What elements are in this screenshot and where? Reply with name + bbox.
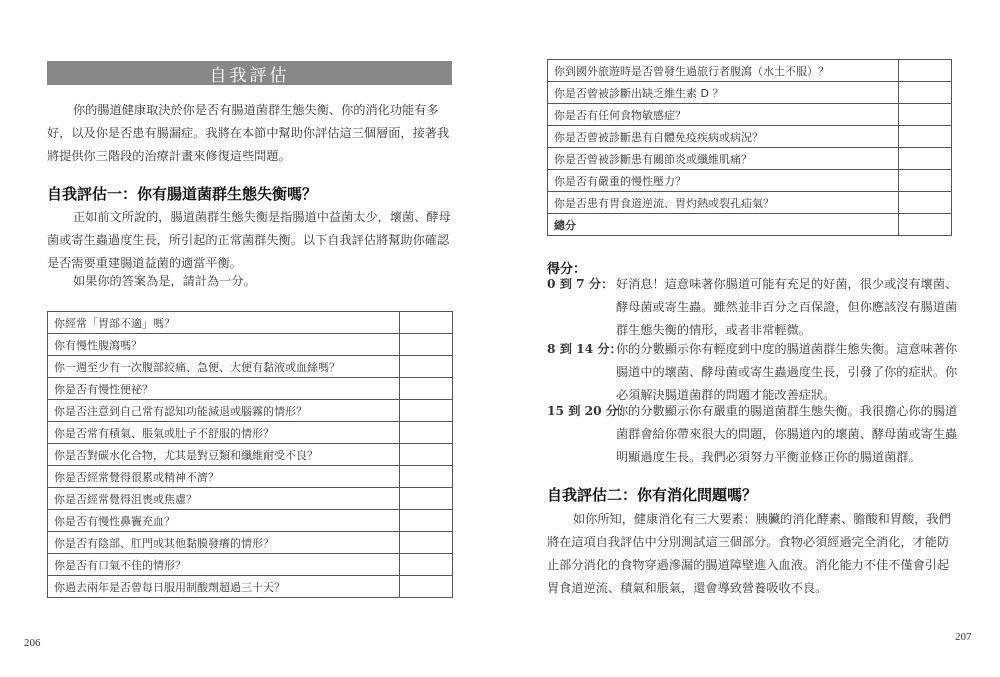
answer-box[interactable] bbox=[400, 334, 453, 356]
section1-paragraph: 正如前文所說的，腸道菌群生態失衡是指腸道中益菌太少，壞菌、酵母菌或寄生蟲過度生長，所引起的正常菌群失衡。以下自我評估將幫助你確認是否需要重建腸道益菌的適當平衡。 bbox=[47, 210, 451, 270]
answer-box[interactable] bbox=[400, 532, 453, 554]
question-row bbox=[48, 532, 453, 554]
page-number-right: 207 bbox=[955, 631, 972, 643]
score-row bbox=[547, 400, 962, 470]
question-text: 你是否曾被診斷出缺乏維生素 D ？ bbox=[548, 82, 899, 104]
answer-box[interactable] bbox=[400, 466, 453, 488]
total-row bbox=[548, 214, 952, 236]
score-range: 0 到 7 分： bbox=[547, 277, 614, 291]
answer-box[interactable] bbox=[400, 356, 453, 378]
answer-box[interactable] bbox=[899, 82, 952, 104]
question-row bbox=[548, 82, 952, 104]
questionnaire-table-right bbox=[547, 59, 952, 236]
question-row bbox=[548, 126, 952, 148]
answer-box[interactable] bbox=[899, 148, 952, 170]
intro-paragraph: 你的腸道健康取決於你是否有腸道菌群生態失衡、你的消化功能有多好，以及你是否患有腸漏症。我將在本節中幫助你評估這三個層面，接著我將提供你三階段的治療計畫來修復這些問題。 bbox=[47, 103, 450, 163]
answer-box[interactable] bbox=[400, 444, 453, 466]
answer-box[interactable] bbox=[400, 312, 453, 334]
question-text: 你是否有嚴重的慢性壓力？ bbox=[548, 170, 899, 192]
question-text: 你過去兩年是否曾每日服用制酸劑超過三十天？ bbox=[48, 576, 400, 598]
score-range: 15 到 20 分： bbox=[547, 404, 631, 418]
question-row bbox=[548, 104, 952, 126]
question-row bbox=[48, 378, 453, 400]
score-range: 8 到 14 分： bbox=[547, 342, 622, 356]
answer-box[interactable] bbox=[400, 488, 453, 510]
total-label: 總分 bbox=[548, 214, 899, 236]
question-row bbox=[48, 422, 453, 444]
question-row bbox=[48, 510, 453, 532]
question-row bbox=[48, 466, 453, 488]
question-row bbox=[48, 576, 453, 598]
answer-box[interactable] bbox=[899, 104, 952, 126]
question-text: 你有慢性腹瀉嗎？ bbox=[48, 334, 400, 356]
question-text: 你是否常有積氣、脹氣或肚子不舒服的情形？ bbox=[48, 422, 400, 444]
question-text: 你到國外旅遊時是否曾發生過旅行者腹瀉（水土不服）？ bbox=[548, 60, 899, 82]
question-row bbox=[48, 554, 453, 576]
answer-box[interactable] bbox=[400, 576, 453, 598]
score-description: 你的分數顯示你有嚴重的腸道菌群生態失衡。我很擔心你的腸道菌群會給你帶來很大的問題，你腸道內的壞菌、酵母菌或寄生蟲明顯過度生長。我們必須努力平衡並修正你的腸道菌群。 bbox=[616, 404, 958, 464]
question-row bbox=[548, 170, 952, 192]
answer-box[interactable] bbox=[400, 510, 453, 532]
section2-heading: 自我評估二：你有消化問題嗎？ bbox=[547, 486, 758, 504]
section1-instruction: 如果你的答案為是，請計為一分。 bbox=[73, 274, 256, 288]
score-row bbox=[547, 338, 962, 408]
question-row bbox=[48, 356, 453, 378]
answer-box[interactable] bbox=[400, 378, 453, 400]
score-row bbox=[547, 273, 962, 343]
question-text: 你是否對碳水化合物，尤其是對豆類和纖維耐受不良？ bbox=[48, 444, 400, 466]
question-text: 你是否經常覺得沮喪或焦慮？ bbox=[48, 488, 400, 510]
answer-box[interactable] bbox=[899, 170, 952, 192]
question-row bbox=[548, 192, 952, 214]
answer-box[interactable] bbox=[899, 60, 952, 82]
question-text: 你是否患有胃食道逆流、胃灼熱或裂孔疝氣？ bbox=[548, 192, 899, 214]
question-text: 你是否注意到自己常有認知功能減退或腦霧的情形？ bbox=[48, 400, 400, 422]
page-title: 自我評估 bbox=[47, 61, 452, 85]
question-row bbox=[548, 60, 952, 82]
question-text: 你是否曾被診斷患有關節炎或纖維肌痛？ bbox=[548, 148, 899, 170]
answer-box[interactable] bbox=[899, 126, 952, 148]
answer-box[interactable] bbox=[400, 422, 453, 444]
question-text: 你是否有陰部、肛門或其他黏膜發癢的情形？ bbox=[48, 532, 400, 554]
score-description: 好消息！這意味著你腸道可能有充足的好菌，很少或沒有壞菌、酵母菌或寄生蟲。雖然並非百分之百保證，但你應該沒有腸道菌群生態失衡的情形，或者非常輕微。 bbox=[616, 277, 958, 337]
section2-paragraph: 如你所知，健康消化有三大要素：胰臟的消化酵素、膽酸和胃酸，我們將在這項自我評估中分別測試這三個部分。食物必須經過完全消化，才能防止部分消化的食物穿過滲漏的腸道障壁進入血液。消化能力不佳不僅會引起胃食道逆流、積氣和脹氣，還會導致營養吸收不良。 bbox=[547, 512, 951, 595]
score-description: 你的分數顯示你有輕度到中度的腸道菌群生態失衡。這意味著你腸道中的壞菌、酵母菌或寄生蟲過度生長，引發了你的症狀。你必須解決腸道菌群的問題才能改善症狀。 bbox=[616, 342, 958, 402]
answer-box[interactable] bbox=[899, 192, 952, 214]
question-row bbox=[48, 334, 453, 356]
question-text: 你是否有慢性便祕？ bbox=[48, 378, 400, 400]
total-box[interactable] bbox=[899, 214, 952, 236]
question-row bbox=[48, 488, 453, 510]
question-row bbox=[48, 444, 453, 466]
question-row bbox=[48, 312, 453, 334]
answer-box[interactable] bbox=[400, 554, 453, 576]
score-heading: 得分： bbox=[547, 262, 587, 277]
question-text: 你是否有任何食物敏感症？ bbox=[548, 104, 899, 126]
question-text: 你是否經常覺得很累或精神不濟？ bbox=[48, 466, 400, 488]
question-text: 你是否曾被診斷患有自體免疫疾病或病況？ bbox=[548, 126, 899, 148]
question-row bbox=[48, 400, 453, 422]
page-number-left: 206 bbox=[24, 637, 41, 649]
question-text: 你是否有口氣不佳的情形？ bbox=[48, 554, 400, 576]
section1-heading: 自我評估一：你有腸道菌群生態失衡嗎？ bbox=[47, 185, 318, 203]
question-text: 你是否有慢性鼻竇充血？ bbox=[48, 510, 400, 532]
question-text: 你經常「胃部不適」嗎？ bbox=[48, 312, 400, 334]
questionnaire-table-left bbox=[47, 311, 453, 598]
answer-box[interactable] bbox=[400, 400, 453, 422]
question-row bbox=[548, 148, 952, 170]
question-text: 你一週至少有一次腹部絞痛、急便、大便有黏液或血絲嗎？ bbox=[48, 356, 400, 378]
